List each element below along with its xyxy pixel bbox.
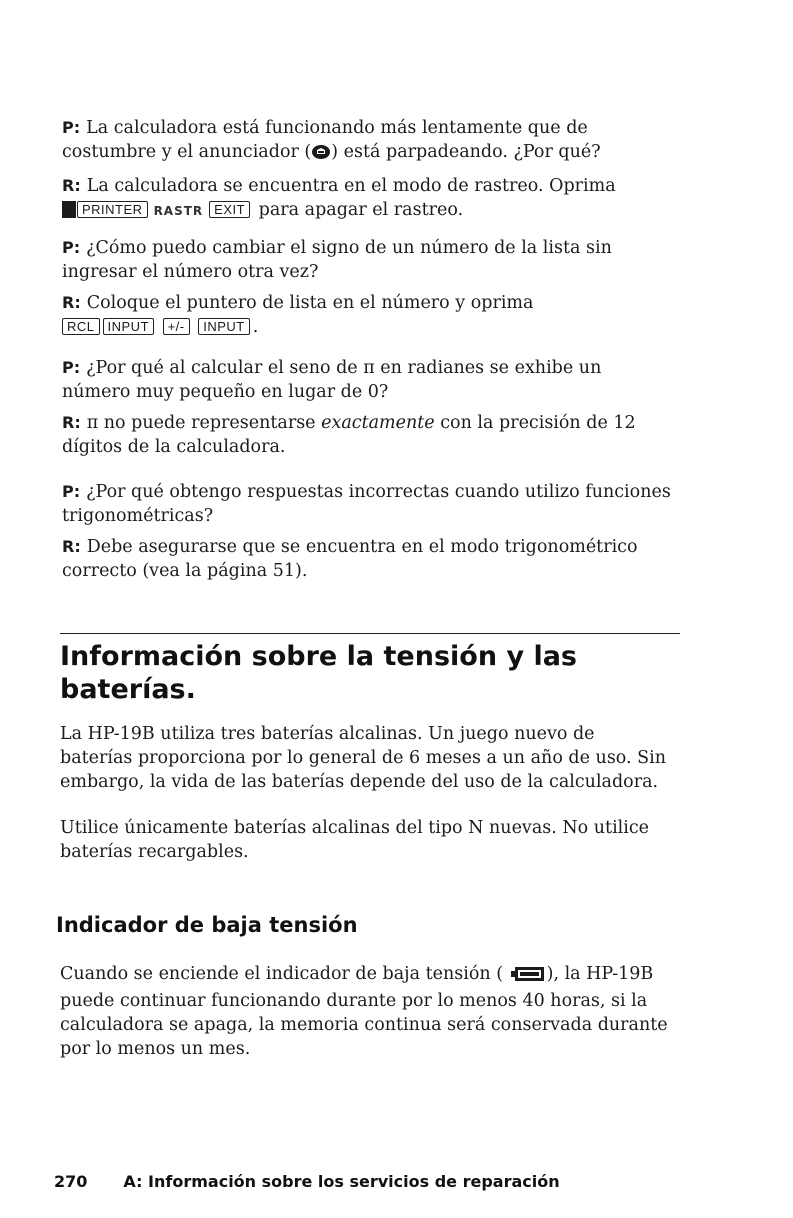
subsection-text-end: ), la HP-19B puede continuar funcionando durante por lo menos 40 horas, si la calculadora se apaga, la memoria continua será conservada durante por lo menos un mes. [60,964,668,1059]
answer-label: R: [62,293,81,312]
section-paragraph-2: Utilice únicamente baterías alcalinas del tipo N nuevas. No utilice baterías recargables. [60,818,650,862]
section-divider [60,633,680,634]
section-paragraph-1: La HP-19B utiliza tres baterías alcalinas. Un juego nuevo de baterías proporciona por lo general de 6 meses a un año de uso. Sin embargo, la vida de las baterías depende del uso de la calculadora. [60,724,667,792]
answer-3 [62,411,672,459]
answer-text: Coloque el puntero de lista en el número y oprima [86,293,534,313]
question-label: P: [62,358,81,377]
qa-block-1 [62,116,672,230]
shift-key-icon [62,201,76,218]
answer-label: R: [62,176,81,195]
answer-2 [62,291,672,339]
question-text-end: está parpadeando. ¿Por qué? [343,142,601,162]
answer-4 [62,535,672,583]
page-number: 270 [54,1172,88,1191]
question-label: P: [62,238,81,257]
key-change-sign: +/- [163,318,190,335]
question-2 [62,236,672,284]
question-text: ¿Por qué al calcular el seno de π en radianes se exhibe un número muy pequeño en lugar de 0? [62,358,602,402]
low-battery-icon [511,965,545,989]
answer-text: La calculadora se encuentra en el modo de rastreo. Oprima [86,176,616,196]
answer-text-emphasis: exactamente [321,413,435,433]
answer-1 [62,174,672,223]
answer-text: Debe asegurarse que se encuentra en el modo trigonométrico correcto (vea la página 51). [62,537,638,581]
question-text: ¿Por qué obtengo respuestas incorrectas cuando utilizo funciones trigonométricas? [62,482,671,526]
qa-block-3 [62,356,672,466]
answer-text-end: con la precisión de 12 dígitos de la calculadora. [62,413,636,457]
subsection-text-start: Cuando se enciende el indicador de baja tensión ( [60,964,504,984]
answer-text-end: . [252,317,259,337]
key-input: INPUT [198,318,250,335]
question-3 [62,356,672,404]
page-footer [54,1172,560,1191]
key-exit: EXIT [209,201,250,218]
key-printer: PRINTER [77,201,148,218]
question-label: P: [62,118,81,137]
question-4 [62,480,672,528]
question-1: P: La calculadora está funcionando más lentamente que de costumbre y el anunciador ( ) está parpadeando. ¿Por qué? [62,116,672,167]
key-rcl: RCL [62,318,100,335]
answer-label: R: [62,537,81,556]
answer-label: R: [62,413,81,432]
chapter-title: A: Información sobre los servicios de reparación [123,1172,560,1191]
section-title: Información sobre la tensión y las baterías. [60,641,577,705]
question-text: La calculadora está funcionando más lentamente que de costumbre y el anunciador [62,118,588,162]
qa-block-4 [62,480,672,590]
subsection-title: Indicador de baja tensión [56,913,358,937]
key-input: INPUT [103,318,155,335]
qa-block-2 [62,236,672,346]
answer-text-start: π no puede representarse [86,413,316,433]
printer-annunciator-icon [311,143,331,167]
softkey-rastr: RASTR [153,204,204,218]
question-label: P: [62,482,81,501]
question-text: ¿Cómo puedo cambiar el signo de un número de la lista sin ingresar el número otra vez? [62,238,612,282]
subsection-paragraph [60,962,672,1061]
answer-text-end: para apagar el rastreo. [258,200,464,220]
